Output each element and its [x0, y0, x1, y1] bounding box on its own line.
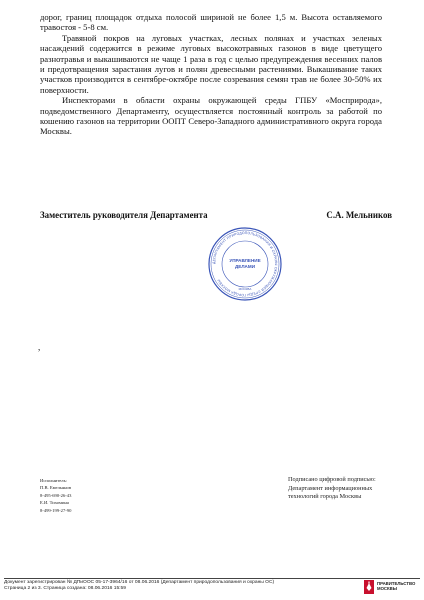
- footer-divider: [4, 578, 420, 579]
- executor-label: Исполнитель:: [40, 478, 67, 483]
- document-body: [40, 12, 382, 137]
- digital-signature-block: [288, 476, 376, 502]
- digital-signature-line3: технологий города Москвы: [288, 493, 362, 501]
- digital-signature-line2: Департамент информационных: [288, 484, 373, 492]
- official-stamp: [206, 226, 284, 302]
- moscow-government-logo-icon: [364, 580, 374, 594]
- stray-mark: ,: [38, 342, 41, 352]
- executor-name-1: П.В. Емельянов: [40, 485, 72, 491]
- stamp-ring-text: ДЕПАРТАМЕНТ ПРИРОДОПОЛЬЗОВАНИЯ И ОХРАНЫ ОКРУЖАЮЩЕЙ СРЕДЫ ГОРОДА МОСКВЫ: [211, 230, 279, 298]
- registration-line: Документ зарегистрирован № ДПиООС 05-17-3964/16 от 08.06.2016 (Департамент природопользования и охраны ОС): [4, 580, 275, 585]
- footer-text: [4, 580, 274, 593]
- government-label-line1: ПРАВИТЕЛЬСТВО: [377, 581, 416, 586]
- signature-block: [40, 210, 392, 220]
- executor-phone-2: 8-499-199-27-90: [40, 507, 72, 513]
- digital-signature-line1: Подписано цифровой подписью:: [288, 476, 376, 483]
- paragraph-inspectors: Инспекторами в области охраны окружающей среды ГПБУ «Мосприрода», подведомственного Департаменту, осуществляется постоянный контроль за работой по кошению газонов на территории ООПТ Северо-Западного административного округа города Москвы.: [40, 95, 382, 137]
- paragraph-continuation: дорог, границ площадок отдыха полосой шириной не более 1,5 м. Высота оставляемого травостоя - 5-8 см.: [40, 12, 382, 33]
- stamp-center-line1: УПРАВЛЕНИЕ: [229, 258, 261, 263]
- page-info-line: Страница 2 из 3. Страница создана: 08.06.2016 15:59: [4, 586, 126, 592]
- government-label-line2: МОСКВЫ: [377, 585, 397, 591]
- stamp-center-line2: ДЕЛАМИ: [234, 264, 256, 269]
- government-label: [377, 582, 415, 592]
- executor-block: [40, 477, 71, 514]
- signatory-position: Заместитель руководителя Департамента: [40, 210, 208, 220]
- stamp-bottom-text: МОСКВА: [238, 287, 252, 291]
- paragraph-lawns: Травяной покров на луговых участках, лесных полянах и участках зеленых насаждений содержится в режиме луговых высокотравных газонов в виде цветущего разнотравья и выкашиваются не чаще 1 раза в год с целью предупреждения весенних палов и предотвращения зарастания лугов и полян древесными растениями. Выкашивание таких участков производится в сентябре-октябре после созревания семян трав не более 30-50% их поверхности.: [40, 32, 382, 95]
- executor-name-2: Е.И. Тихомина: [40, 500, 69, 506]
- signatory-name: С.А. Мельников: [326, 210, 392, 220]
- executor-phone-1: 8-495-690-26-43: [40, 492, 72, 498]
